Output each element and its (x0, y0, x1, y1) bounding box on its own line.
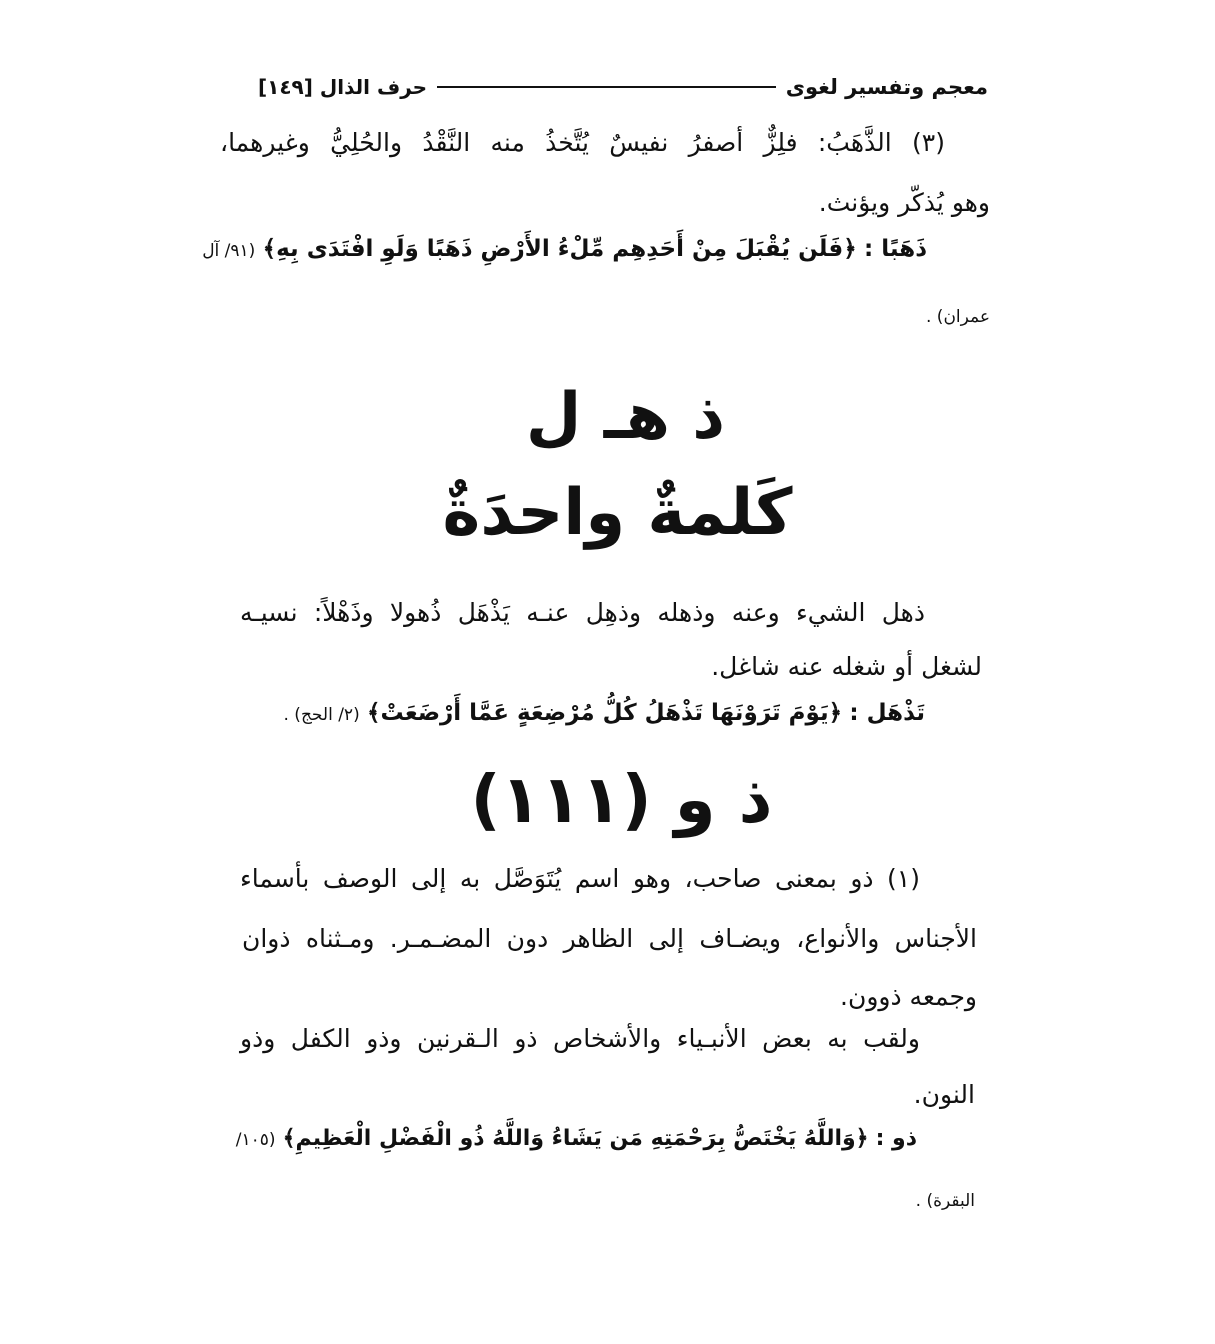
quran-verse: ﴿فَلَن يُقْبَلَ مِنْ أَحَدِهِم مِّلْءُ الأَرْضِ ذَهَبًا وَلَوِ افْتَدَى بِهِ﴾ (262, 236, 857, 262)
verse-reference: (٩١/ آل (202, 241, 256, 261)
example-word: ذو : (875, 1126, 917, 1151)
entry-dhu-p1-line-3: وجمعه ذوون. (840, 982, 977, 1011)
entry-dhu-p2-line-2: النون. (913, 1080, 975, 1109)
example-word: ذَهَبًا : (864, 236, 927, 262)
entry-dhahal-line-2: لشغل أو شغله عنه شاغل. (711, 652, 982, 681)
section-page-number: حرف الذال [١٤٩] (258, 75, 428, 99)
entry-dhahal-line-1: ذهل الشيء وعنه وذهله وذهِل عنـه يَذْهَل ذُهولا وذَهْلاً: نسيـه (240, 598, 925, 627)
root-subheading: كَلمةٌ واحدَةٌ (442, 476, 793, 550)
entry-dhahab-line-2: وهو يُذكّر ويؤنث. (818, 188, 990, 217)
quran-verse: ﴿وَاللَّهُ يَخْتَصُّ بِرَحْمَتِهِ مَن يَشَاءُ وَاللَّهُ ذُو الْفَضْلِ الْعَظِيمِ﴾ (282, 1126, 869, 1151)
entry-dhahab-example (202, 232, 927, 268)
verse-reference: (١٠٥/ (235, 1130, 276, 1150)
quran-verse: ﴿يَوْمَ تَرَوْنَهَا تَذْهَلُ كُلُّ مُرْضِعَةٍ عَمَّا أَرْضَعَتْ﴾ (367, 700, 843, 726)
entry-dhu-p2-line-1: ولقب به بعض الأنبـياء والأشخاص ذو الـقرنين وذو الكفل وذو (240, 1024, 920, 1053)
verse-reference: (٢/ الحج) . (283, 705, 360, 725)
running-header (258, 70, 988, 104)
entry-dhu-p1-line-1: (١) ذو بمعنى صاحب، وهو اسم يُتَوَصَّل به إلى الوصف بأسماء (240, 864, 920, 893)
example-word: تَذْهَل : (849, 700, 925, 726)
entry-dhahal-example (284, 696, 926, 732)
entry-dhu-p1-line-2: الأجناس والأنواع، ويضـاف إلى الظاهر دون المضـمـر. ومـثناه ذوان (242, 924, 977, 953)
root-heading-dhu: ذ و (١١١) (470, 761, 773, 838)
book-title: معجم وتفسير لغوى (785, 75, 988, 99)
verse-reference-continued: عمران) . (926, 307, 990, 327)
header-rule (437, 86, 776, 88)
entry-dhahab-line-1: (٣) الذَّهَبُ: فلِزٌّ أصفرُ نفيسٌ يُتَّخذُ منه النَّقْدُ والحُلِيُّ وغيرهما، (220, 128, 945, 157)
entry-dhu-example (236, 1122, 917, 1157)
verse-reference-continued: البقرة) . (915, 1191, 975, 1211)
root-heading-dhahal: ذ هـ ل (525, 380, 726, 454)
